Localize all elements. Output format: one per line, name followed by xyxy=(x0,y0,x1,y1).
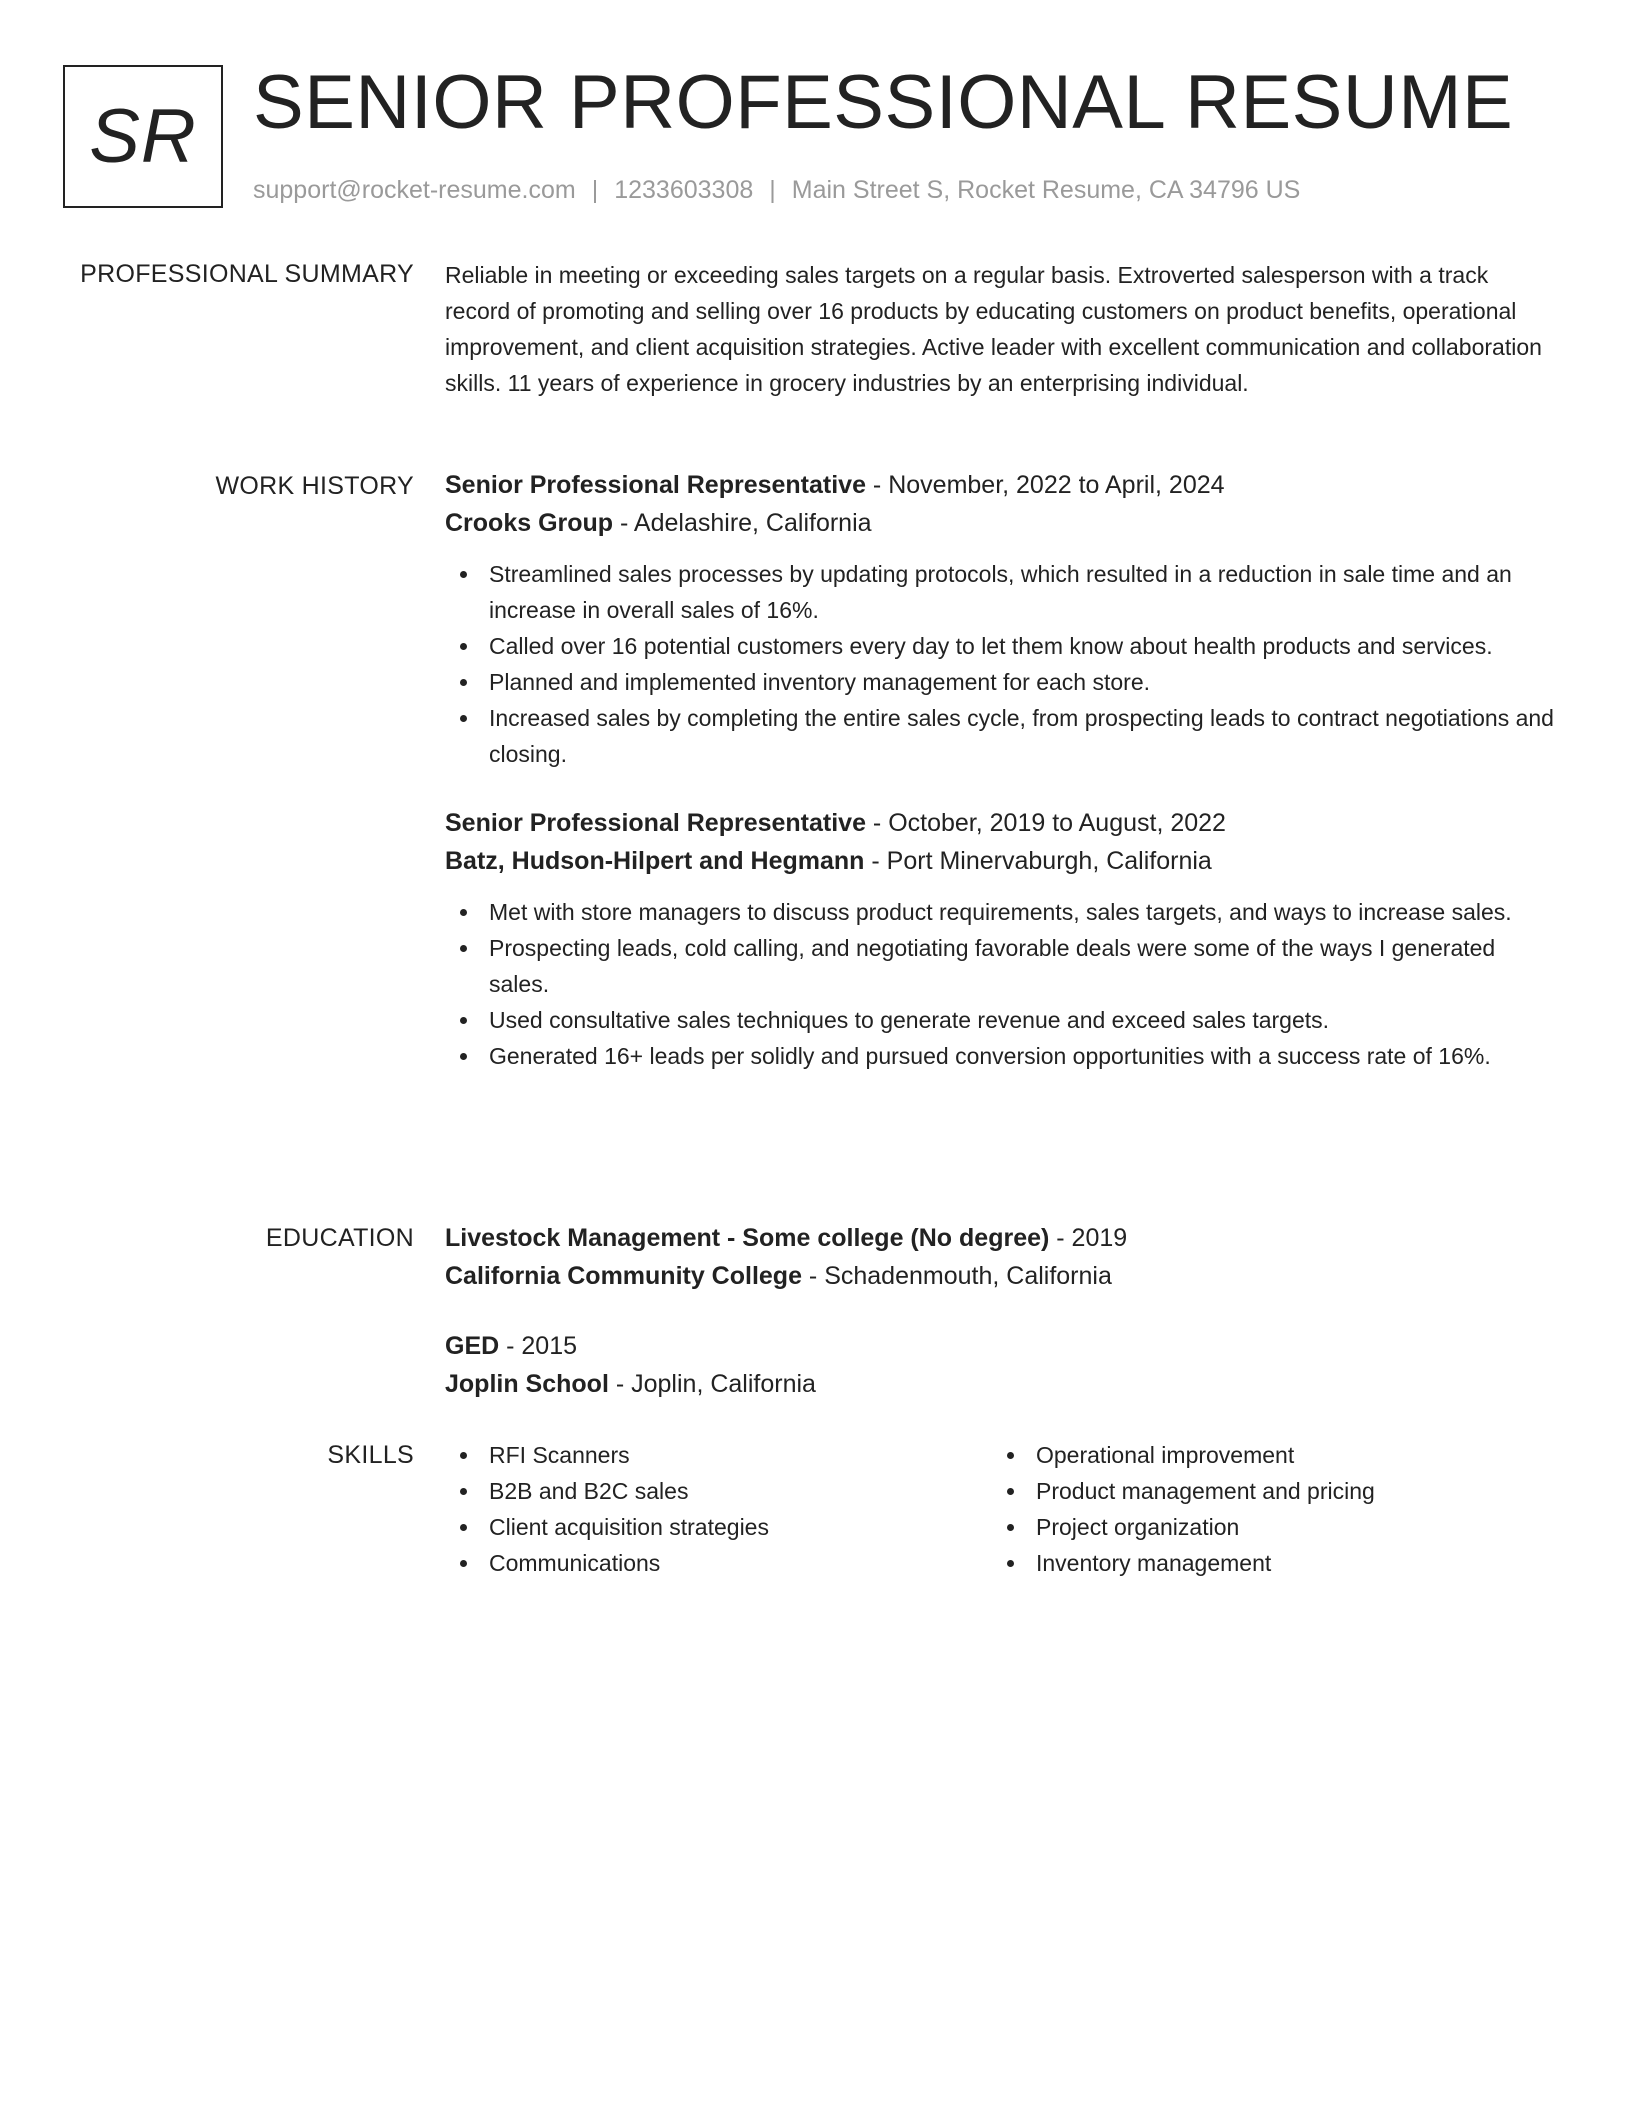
skill-item: Inventory management xyxy=(992,1545,1539,1581)
education-degree-line xyxy=(445,1219,1557,1257)
skill-item: Client acquisition strategies xyxy=(445,1509,992,1545)
job-bullet: Prospecting leads, cold calling, and negotiating favorable deals were some of the ways I generated sales. xyxy=(445,930,1557,1002)
job-entry xyxy=(445,466,1557,772)
contact-address: Main Street S, Rocket Resume, CA 34796 US xyxy=(791,176,1301,204)
skills-body xyxy=(445,1437,1557,1581)
education-school-line xyxy=(445,1257,1557,1295)
summary-text: Reliable in meeting or exceeding sales targets on a regular basis. Extroverted salesperson with a track record of promoting and selling over 16 products by educating customers on product benefits, operational improvement, and client acquisition strategies. Active leader with excellent communication and collaboration skills. 11 years of experience in grocery industries by an enterprising individual. xyxy=(445,262,1542,396)
job-bullets xyxy=(445,894,1557,1074)
job-bullet: Increased sales by completing the entire sales cycle, from prospecting leads to contract negotiations and closing. xyxy=(445,700,1557,772)
job-bullet: Met with store managers to discuss product requirements, sales targets, and ways to increase sales. xyxy=(445,894,1557,930)
contact-separator: | xyxy=(591,176,599,204)
job-title-line xyxy=(445,466,1557,504)
contact-email: support@rocket-resume.com xyxy=(253,176,576,204)
education-school: Joplin School xyxy=(445,1370,609,1398)
resume-name: SENIOR PROFESSIONAL RESUME xyxy=(253,60,1514,145)
education-year: - 2015 xyxy=(499,1332,578,1360)
education-location: - Schadenmouth, California xyxy=(801,1262,1112,1290)
skill-item: Communications xyxy=(445,1545,992,1581)
section-title-education: EDUCATION xyxy=(265,1224,414,1252)
job-bullet: Used consultative sales techniques to generate revenue and exceed sales targets. xyxy=(445,1002,1557,1038)
job-bullet: Planned and implemented inventory management for each store. xyxy=(445,664,1557,700)
job-company: Batz, Hudson-Hilpert and Hegmann xyxy=(445,847,865,875)
job-bullet: Generated 16+ leads per solidly and pursued conversion opportunities with a success rate of 16%. xyxy=(445,1038,1557,1074)
summary-body xyxy=(445,257,1557,401)
job-role: Senior Professional Representative xyxy=(445,809,866,837)
education-entry xyxy=(445,1219,1557,1295)
skill-item: RFI Scanners xyxy=(445,1437,992,1473)
skills-columns xyxy=(445,1437,1557,1581)
skills-list xyxy=(992,1437,1539,1581)
job-company-line xyxy=(445,504,1557,542)
monogram-logo: SR xyxy=(63,65,223,208)
education-school: California Community College xyxy=(445,1262,802,1290)
contact-phone: 1233603308 xyxy=(614,176,754,204)
skills-column-left xyxy=(445,1437,992,1581)
skill-item: Product management and pricing xyxy=(992,1473,1539,1509)
education-year: - 2019 xyxy=(1049,1224,1128,1252)
job-company-line xyxy=(445,842,1557,880)
skill-item: B2B and B2C sales xyxy=(445,1473,992,1509)
education-entry xyxy=(445,1327,1557,1403)
job-company: Crooks Group xyxy=(445,509,614,537)
education-location: - Joplin, California xyxy=(608,1370,816,1398)
section-title-skills: SKILLS xyxy=(327,1441,414,1469)
skills-list xyxy=(445,1437,992,1581)
job-role: Senior Professional Representative xyxy=(445,471,866,499)
skill-item: Project organization xyxy=(992,1509,1539,1545)
education-degree: Livestock Management - Some college (No degree) xyxy=(445,1224,1050,1252)
job-bullet: Streamlined sales processes by updating protocols, which resulted in a reduction in sale time and an increase in overall sales of 16%. xyxy=(445,556,1557,628)
section-title-work-history: WORK HISTORY xyxy=(215,472,414,500)
skills-column-right xyxy=(992,1437,1539,1581)
contact-separator: | xyxy=(769,176,776,204)
job-title-line xyxy=(445,804,1557,842)
education-body xyxy=(445,1219,1557,1403)
job-bullets xyxy=(445,556,1557,772)
job-dates: - October, 2019 to August, 2022 xyxy=(865,809,1226,837)
section-title-summary: PROFESSIONAL SUMMARY xyxy=(80,260,414,288)
education-degree: GED xyxy=(445,1332,500,1360)
job-dates: - November, 2022 to April, 2024 xyxy=(865,471,1225,499)
job-entry xyxy=(445,804,1557,1074)
job-location: - Adelashire, California xyxy=(613,509,872,537)
job-bullet: Called over 16 potential customers every day to let them know about health products and services. xyxy=(445,628,1557,664)
work-history-body xyxy=(445,466,1557,1074)
contact-line xyxy=(253,174,1300,206)
education-degree-line xyxy=(445,1327,1557,1365)
job-location: - Port Minervaburgh, California xyxy=(864,847,1212,875)
education-school-line xyxy=(445,1365,1557,1403)
skill-item: Operational improvement xyxy=(992,1437,1539,1473)
